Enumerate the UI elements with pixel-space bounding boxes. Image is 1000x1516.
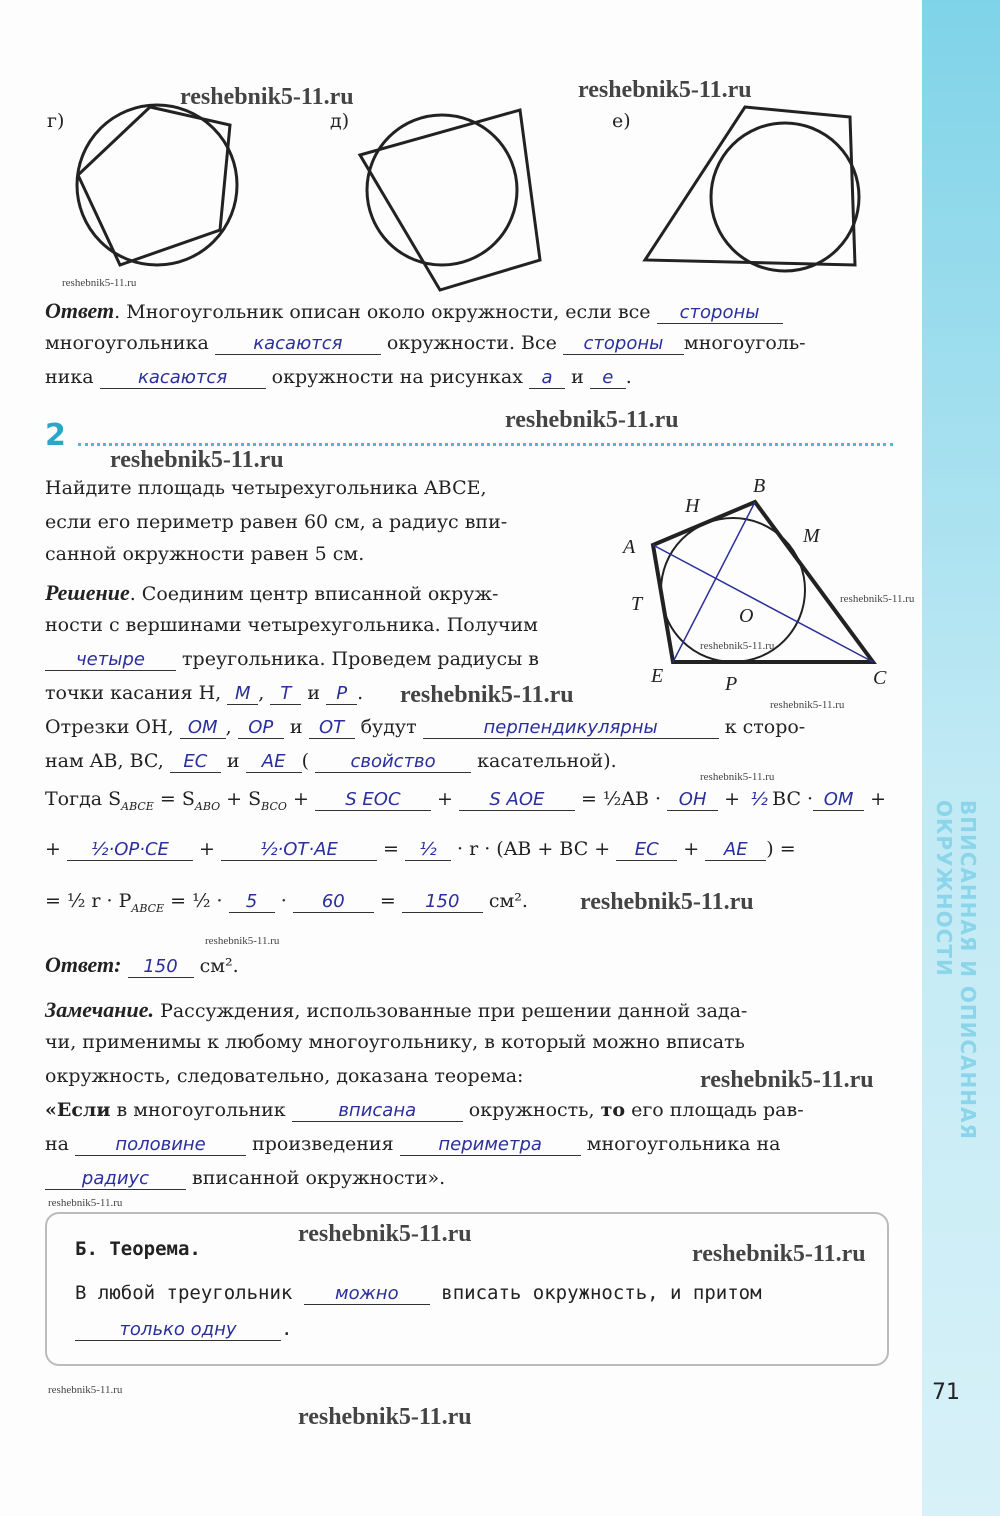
side-chapter-title: ВПИСАННАЯ И ОПИСАННАЯ ОКРУЖНОСТИ xyxy=(932,800,980,1140)
figures-drawing xyxy=(60,95,880,295)
watermark: reshebnik5-11.ru xyxy=(578,77,752,103)
handwritten-answer: касаются xyxy=(100,367,266,389)
watermark: reshebnik5-11.ru xyxy=(700,771,775,783)
text: будут xyxy=(360,716,417,738)
text: + S xyxy=(226,788,262,810)
watermark: reshebnik5-11.ru xyxy=(840,593,915,605)
circle-e xyxy=(711,123,859,271)
answer-label: Ответ: xyxy=(45,952,122,977)
watermark: reshebnik5-11.ru xyxy=(205,935,280,947)
circle-g xyxy=(77,105,237,265)
text: Рассуждения, использованные при решении данной зада- xyxy=(160,1000,748,1022)
text: к сторо- xyxy=(724,716,806,738)
handwritten-answer: ½·OP·CE xyxy=(67,839,193,861)
theorem-line3 xyxy=(45,1167,445,1190)
handwritten-answer: OT xyxy=(309,717,355,739)
solution-line7: Тогда $S_{ABCE} = S_{ABO} + S_{BCO} + S$ EOC + S AOE = ½AB · OH + ½ BC · OM + xyxy=(45,788,887,813)
watermark: reshebnik5-11.ru xyxy=(298,1404,472,1430)
answer1-line2 xyxy=(45,332,806,355)
handwritten-answer: EC xyxy=(170,751,221,773)
handwritten-answer: можно xyxy=(304,1283,430,1305)
task-divider xyxy=(78,443,893,446)
text: то xyxy=(600,1099,626,1121)
handwritten-answer: S EOC xyxy=(315,789,431,811)
figure-label-d: д) xyxy=(330,110,350,132)
watermark: reshebnik5-11.ru xyxy=(110,447,284,473)
text: и xyxy=(226,750,240,772)
text: и xyxy=(307,682,321,704)
solution-line1 xyxy=(45,580,498,606)
remark-line1 xyxy=(45,997,747,1023)
subscript: ABCE xyxy=(121,799,154,813)
handwritten-answer: касаются xyxy=(215,333,381,355)
text: и xyxy=(289,716,303,738)
text: . Многоугольник описан около окружности, если все xyxy=(114,301,651,323)
handwritten-answer: P xyxy=(326,683,357,705)
watermark: reshebnik5-11.ru xyxy=(48,1384,123,1396)
text: вписать окружность, и притом xyxy=(441,1282,762,1304)
handwritten-answer: а xyxy=(529,367,565,389)
subscript: BCO xyxy=(261,799,287,813)
text: = S xyxy=(159,788,195,810)
point-H: H xyxy=(685,495,700,517)
handwritten-answer: половине xyxy=(75,1134,246,1156)
watermark: reshebnik5-11.ru xyxy=(580,889,754,915)
remark-line2: чи, применимы к любому многоугольнику, в который можно вписать xyxy=(45,1031,745,1053)
solution-line4: точки касания H, M , T и P . xyxy=(45,682,364,704)
watermark: reshebnik5-11.ru xyxy=(62,277,137,289)
handwritten-answer: ½ xyxy=(405,839,451,861)
page-number: 71 xyxy=(932,1380,960,1405)
text: многоугольника на xyxy=(586,1133,781,1155)
vertex-C: C xyxy=(873,667,887,689)
subscript: ABCE xyxy=(131,901,165,915)
text: + xyxy=(292,788,309,810)
text: = ½AB · xyxy=(580,788,662,810)
text: ника xyxy=(45,366,94,388)
watermark: reshebnik5-11.ru xyxy=(505,407,679,433)
solution-line3 xyxy=(45,648,539,671)
figure-label-e: е) xyxy=(612,110,631,132)
answer1-line3 xyxy=(45,366,632,389)
text: точки касания H, xyxy=(45,682,222,704)
task-number: 2 xyxy=(45,418,66,453)
text: треугольника. Проведем радиусы в xyxy=(182,648,539,670)
text: на xyxy=(45,1133,69,1155)
solution-line8: + ½·OP·CE + ½·OT·AE = ½ · r · (AB + BC + EC + AE ) = xyxy=(45,838,796,860)
watermark: reshebnik5-11.ru xyxy=(48,1197,123,1209)
watermark: reshebnik5-11.ru xyxy=(180,84,354,110)
text: Тогда S xyxy=(45,788,122,810)
remark-label: Замечание. xyxy=(45,997,155,1022)
handwritten-answer: 5 xyxy=(229,891,275,913)
text: нам AB, BC, xyxy=(45,750,164,772)
handwritten-answer: OH xyxy=(667,789,718,811)
handwritten-answer: свойство xyxy=(315,751,471,773)
handwritten-answer: OM xyxy=(180,717,226,739)
theorem-line1 xyxy=(45,1099,804,1122)
handwritten-answer: EC xyxy=(616,839,677,861)
side-band xyxy=(922,0,1000,1516)
watermark: reshebnik5-11.ru xyxy=(700,640,775,652)
problem-line: если его периметр равен 60 см, а радиус впи- xyxy=(45,511,508,533)
handwritten-answer: ½·OT·AE xyxy=(221,839,377,861)
vertex-E: E xyxy=(651,665,664,687)
handwritten-answer: M xyxy=(227,683,258,705)
watermark: reshebnik5-11.ru xyxy=(700,1067,874,1093)
solution-line6: нам AB, BC, EC и AE ( свойство касательной). xyxy=(45,750,617,772)
text: . xyxy=(281,1318,293,1340)
quadrilateral-diagram xyxy=(615,470,915,700)
point-M: M xyxy=(803,525,820,547)
watermark: reshebnik5-11.ru xyxy=(692,1241,866,1267)
theorem-line1 xyxy=(75,1282,762,1305)
solution-label: Решение xyxy=(45,580,130,605)
text: · r · (AB + BC + xyxy=(457,838,611,860)
text: «Если xyxy=(45,1099,111,1121)
handwritten-answer: периметра xyxy=(400,1134,581,1156)
handwritten-answer: ½ xyxy=(750,789,768,810)
text: BC · xyxy=(772,788,814,810)
handwritten-answer: 60 xyxy=(293,891,374,913)
problem-line: Найдите площадь четырехугольника ABCE, xyxy=(45,477,487,499)
text: многоуголь- xyxy=(683,332,806,354)
circle-d xyxy=(367,115,517,265)
text: Отрезки OH, xyxy=(45,716,174,738)
watermark: reshebnik5-11.ru xyxy=(400,682,574,708)
handwritten-answer: радиус xyxy=(45,1168,186,1190)
theorem-line2 xyxy=(75,1318,292,1341)
vertex-A: A xyxy=(623,536,636,558)
handwritten-answer: OP xyxy=(238,717,284,739)
text: вписанной окружности». xyxy=(192,1167,446,1189)
text: . Соединим центр вписанной окруж- xyxy=(129,583,499,605)
handwritten-answer: OM xyxy=(813,789,864,811)
handwritten-answer: е xyxy=(590,367,626,389)
text: окружность, xyxy=(468,1099,595,1121)
handwritten-answer: AE xyxy=(246,751,302,773)
remark-line3: окружность, следовательно, доказана теорема: xyxy=(45,1065,524,1087)
point-T: T xyxy=(631,593,643,615)
answer1-line1 xyxy=(45,298,783,324)
unit: см². xyxy=(199,955,239,977)
figure-label-g: г) xyxy=(47,110,65,132)
text: и xyxy=(571,366,584,388)
handwritten-answer: 150 xyxy=(128,956,194,978)
text: окружности на рисунках xyxy=(271,366,523,388)
vertex-B: B xyxy=(753,475,766,497)
text: ) = xyxy=(766,838,796,860)
text: произведения xyxy=(252,1133,394,1155)
watermark: reshebnik5-11.ru xyxy=(770,699,845,711)
text: см². xyxy=(488,890,528,912)
problem-line: санной окружности равен 5 см. xyxy=(45,543,365,565)
text: В любой треугольник xyxy=(75,1282,293,1304)
handwritten-answer: вписана xyxy=(292,1100,463,1122)
subscript: ABO xyxy=(194,799,221,813)
answer2-line xyxy=(45,952,239,978)
point-P: P xyxy=(725,673,738,695)
watermark: reshebnik5-11.ru xyxy=(298,1221,472,1247)
handwritten-answer: перпендикулярны xyxy=(423,717,719,739)
text: . xyxy=(625,366,632,388)
text: его площадь рав- xyxy=(631,1099,804,1121)
theorem-title: Б. Теорема. xyxy=(75,1238,201,1260)
handwritten-answer: T xyxy=(270,683,301,705)
handwritten-answer: стороны xyxy=(657,302,783,324)
text: касательной). xyxy=(477,750,617,772)
answer-label: Ответ xyxy=(45,298,115,323)
center-O: O xyxy=(739,605,754,627)
handwritten-answer: четыре xyxy=(45,649,176,671)
solution-line2: ности с вершинами четырехугольника. Получим xyxy=(45,614,538,636)
text: в многоугольник xyxy=(116,1099,286,1121)
theorem-line2 xyxy=(45,1133,781,1156)
solution-line9: = ½ $r \cdot P_{ABCE}$ = ½ · 5 · 60 = 150 см². xyxy=(45,890,528,915)
text: многоугольника xyxy=(45,332,209,354)
handwritten-answer: AE xyxy=(705,839,766,861)
handwritten-answer: только одну xyxy=(75,1319,281,1341)
text: окружности. Все xyxy=(386,332,557,354)
text: = ½ · xyxy=(170,890,223,912)
text: = ½ r · P xyxy=(45,890,132,912)
handwritten-answer: 150 xyxy=(402,891,483,913)
solution-line5: Отрезки OH, OM , OP и OT будут перпендикулярны к сторо- xyxy=(45,716,806,738)
handwritten-answer: S AOE xyxy=(459,789,575,811)
handwritten-answer: стороны xyxy=(563,333,684,355)
